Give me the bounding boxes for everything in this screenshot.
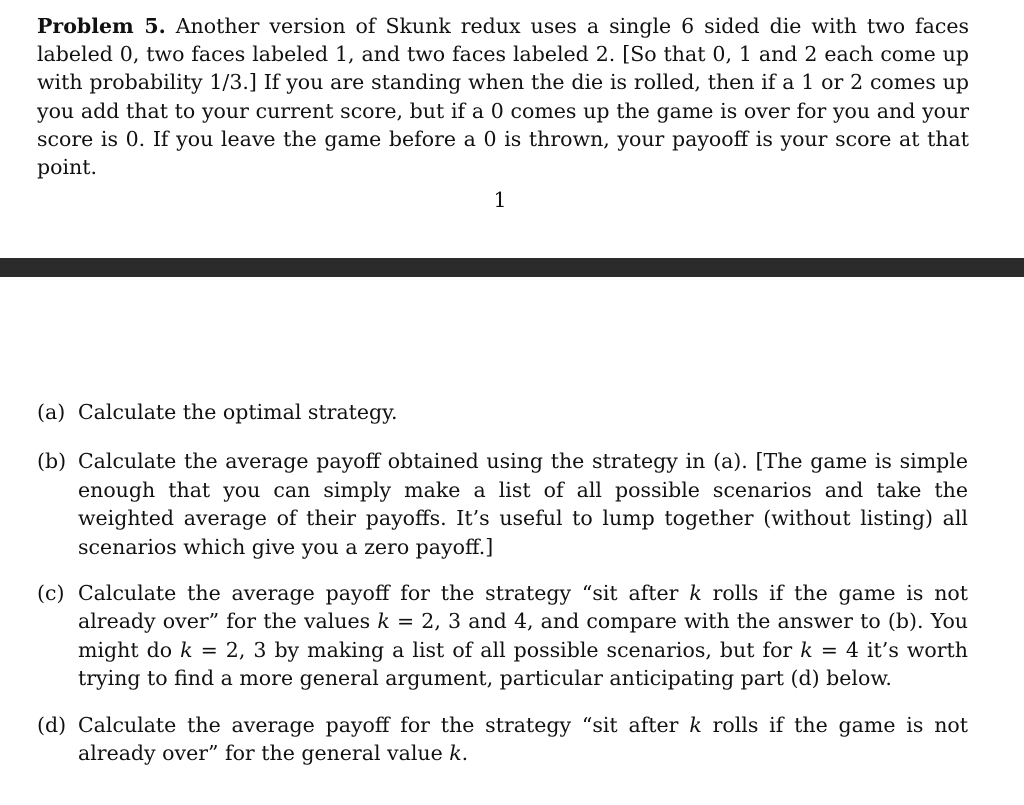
problem-label: Problem 5. <box>37 14 166 38</box>
problem-parts <box>0 398 1024 767</box>
part-a-label: (a) <box>37 400 66 424</box>
part-d-label: (d) <box>37 712 67 737</box>
math-variable-k: k <box>800 637 813 662</box>
part-d <box>0 711 968 768</box>
part-b-label: (b) <box>37 449 67 474</box>
part-a-text: Calculate the optimal strategy. <box>78 400 398 424</box>
part-c <box>0 579 968 693</box>
part-d-text-3: . <box>461 741 469 766</box>
part-c-text-2: rolls if the game is not already over” for the values <box>78 581 968 634</box>
page-separator-bar <box>0 258 1024 277</box>
part-c-label: (c) <box>37 581 65 606</box>
part-b-text: Calculate the average payoff obtained using the strategy in (a). [The game is simple enough that you can simply make a list of all possible scenarios and take the weighted average of their payoffs. It’s useful to lump together (without listing) all scenarios which give you a zero payoff.] <box>78 449 968 559</box>
part-c-text-3: = 2, 3 and 4, and compare with the answer to (b). You might do <box>78 609 968 662</box>
math-variable-k: k <box>689 581 702 606</box>
page-number: 1 <box>493 188 507 212</box>
part-d-text-2: rolls if the game is not already over” for the general value <box>78 712 968 766</box>
math-variable-k: k <box>449 741 462 766</box>
part-b <box>0 447 968 561</box>
part-c-text-5: = 4 it’s worth trying to find a more general argument, particular anticipating part (d) below. <box>78 637 968 691</box>
part-c-text-1: Calculate the average payoff for the strategy “sit after <box>78 581 690 606</box>
part-c-text-4: = 2, 3 by making a list of all possible scenarios, but for <box>192 637 801 662</box>
previous-page <box>0 0 1024 258</box>
part-d-text-1: Calculate the average payoff for the strategy “sit after <box>78 712 690 737</box>
part-a <box>0 398 968 426</box>
problem-statement <box>37 12 969 181</box>
math-variable-k: k <box>689 712 702 737</box>
math-variable-k: k <box>180 637 193 662</box>
math-variable-k: k <box>377 609 390 634</box>
problem-text: Another version of Skunk redux uses a single 6 sided die with two faces labeled 0, two faces labeled 1, and two faces labeled 2. [So that 0, 1 and 2 each come up with probability 1/3.] If you are standing when the die is rolled, then if a 1 or 2 comes up you add that to your current score, but if a 0 comes up the game is over for you and your score is 0. If you leave the game before a 0 is thrown, your payooff is your score at that point. <box>37 14 969 180</box>
